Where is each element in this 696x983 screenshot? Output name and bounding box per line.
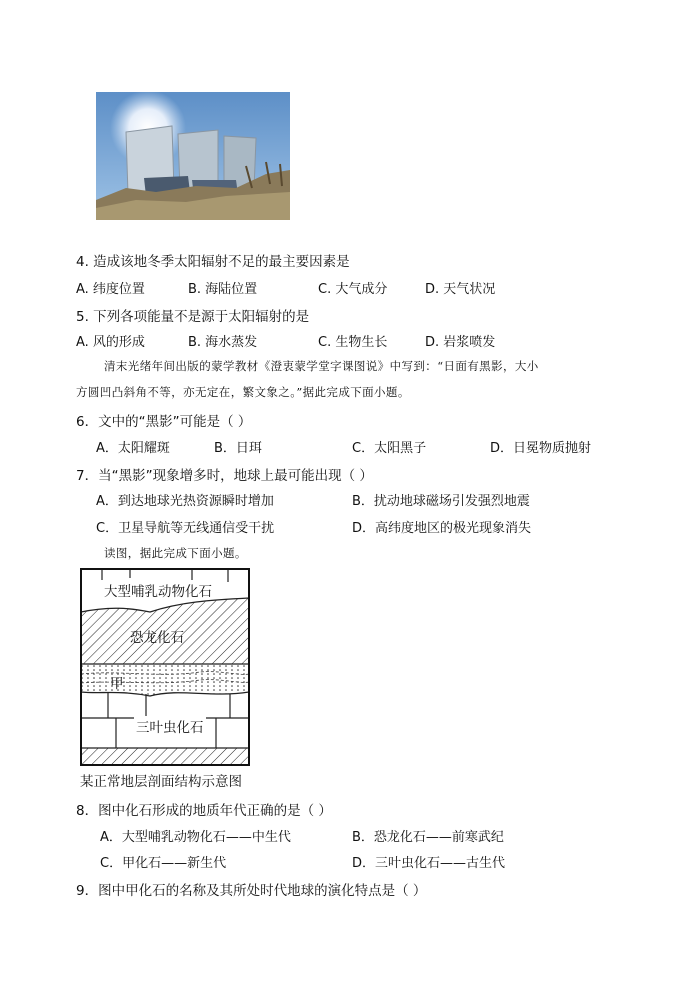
q5-option-c: C. 生物生长 — [318, 335, 388, 350]
q4-option-d: D. 天气状况 — [425, 282, 496, 297]
q6-option-b: B．日珥 — [214, 441, 262, 456]
q6-option-a: A．太阳耀斑 — [96, 441, 170, 456]
q8-stem: 8．图中化石形成的地质年代正确的是（ ） — [76, 803, 332, 819]
layer-label-trilobite: 三叶虫化石 — [134, 716, 206, 736]
layer-label-dinosaur: 恐龙化石 — [130, 630, 184, 646]
q7-option-d: D．高纬度地区的极光现象消失 — [352, 521, 532, 536]
q6-option-d: D．日冕物质抛射 — [490, 441, 592, 456]
strata-diagram — [80, 568, 250, 766]
passage2: 读图，据此完成下面小题。 — [104, 546, 247, 560]
solar-mirror-photo — [96, 92, 290, 220]
q7-stem: 7．当“黑影”现象增多时，地球上最可能出现（ ） — [76, 468, 373, 484]
q6-stem: 6．文中的“黑影”可能是（ ） — [76, 414, 252, 430]
q6-option-c: C．太阳黑子 — [352, 441, 427, 456]
layer-label-mammal: 大型哺乳动物化石 — [104, 584, 212, 600]
q7-option-b: B．扰动地球磁场引发强烈地震 — [352, 494, 530, 509]
layer-label-jia: 甲 — [110, 676, 124, 692]
q4-option-c: C. 大气成分 — [318, 282, 388, 297]
q8-option-d: D．三叶虫化石——古生代 — [352, 856, 506, 871]
q8-option-b: B．恐龙化石——前寒武纪 — [352, 830, 504, 845]
q8-option-a: A．大型哺乳动物化石——中生代 — [100, 830, 291, 845]
q4-option-a: A. 纬度位置 — [76, 282, 145, 297]
q5-option-d: D. 岩浆喷发 — [425, 335, 496, 350]
q4-stem: 4. 造成该地冬季太阳辐射不足的最主要因素是 — [76, 254, 350, 270]
passage1-line2: 方圆凹凸斜角不等，亦无定在，繁文象之。”据此完成下面小题。 — [76, 385, 410, 399]
q5-stem: 5. 下列各项能量不是源于太阳辐射的是 — [76, 309, 310, 325]
q7-option-c: C．卫星导航等无线通信受干扰 — [96, 521, 275, 536]
q9-stem: 9．图中甲化石的名称及其所处时代地球的演化特点是（ ） — [76, 883, 427, 899]
figure-caption: 某正常地层剖面结构示意图 — [80, 774, 242, 790]
q4-option-b: B. 海陆位置 — [188, 282, 258, 297]
q5-option-b: B. 海水蒸发 — [188, 335, 258, 350]
q5-option-a: A. 风的形成 — [76, 335, 145, 350]
q7-option-a: A．到达地球光热资源瞬时增加 — [96, 494, 274, 509]
q8-option-c: C．甲化石——新生代 — [100, 856, 227, 871]
passage1-line1: 清末光绪年间出版的蒙学教材《澄衷蒙学堂字课图说》中写到：“日面有黑影，大小 — [104, 359, 539, 373]
